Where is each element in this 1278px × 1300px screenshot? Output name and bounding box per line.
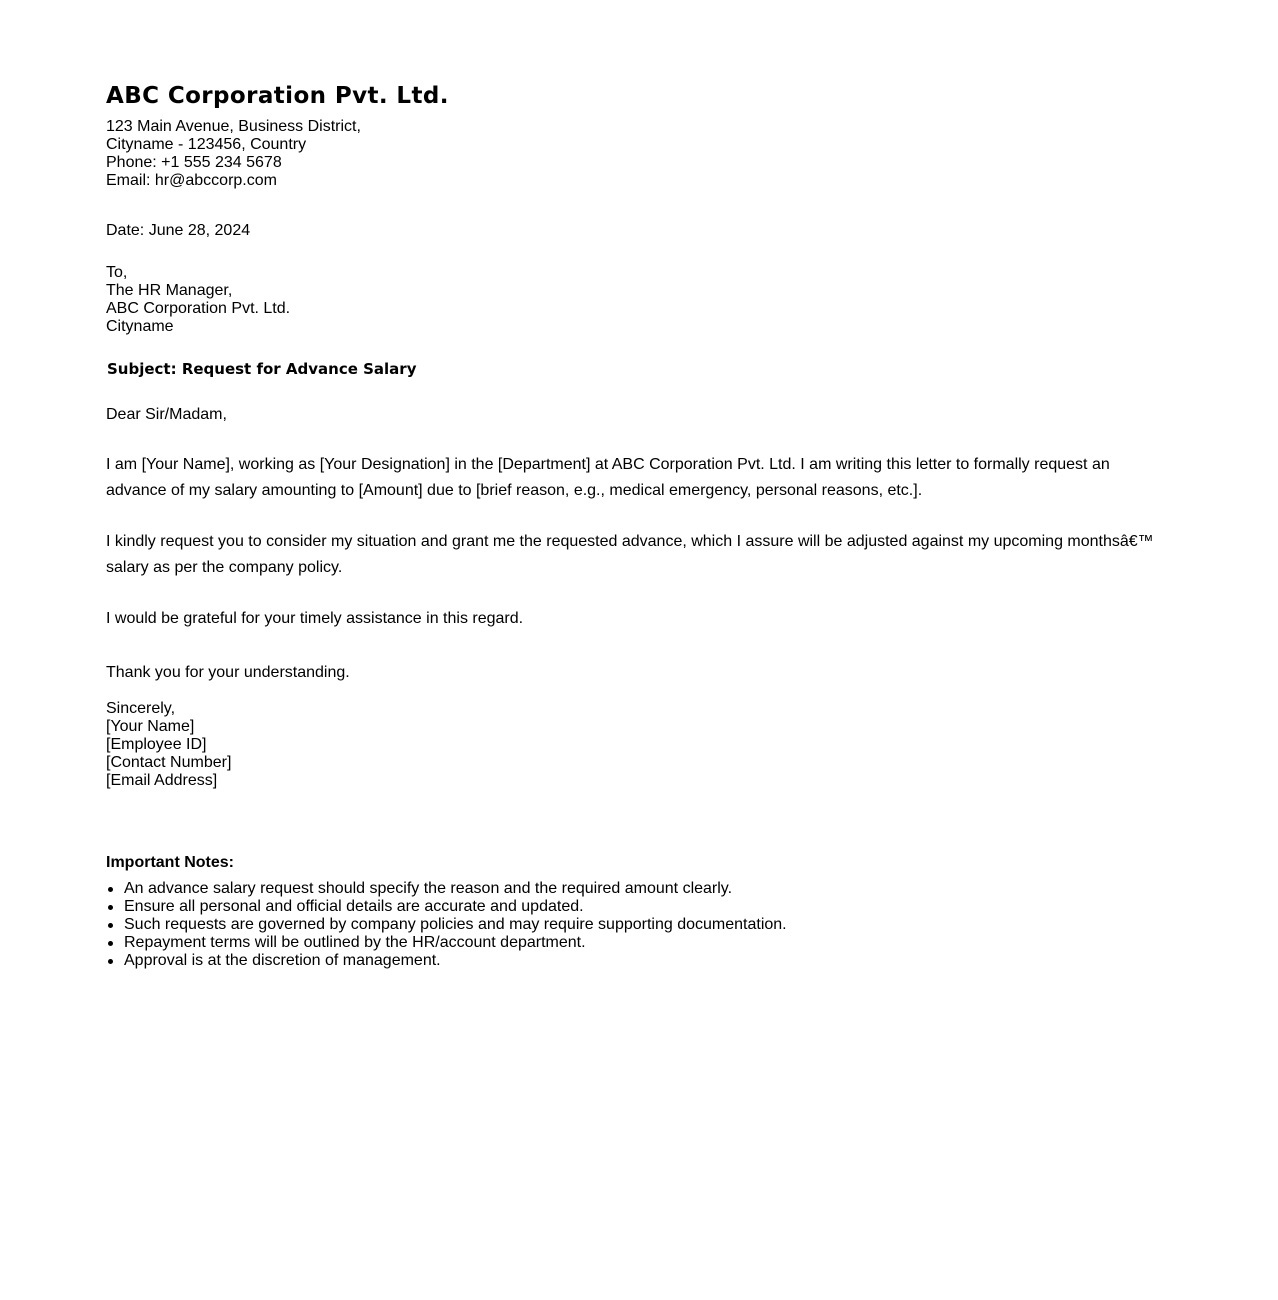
letter-subject: Subject: Request for Advance Salary (107, 360, 417, 378)
recipient-line: To, (106, 264, 128, 281)
address-line-street: 123 Main Avenue, Business District, (106, 118, 361, 135)
bullet-icon (108, 923, 113, 928)
bullet-icon (108, 905, 113, 910)
signature-line: Sincerely, (106, 700, 176, 717)
list-item (124, 952, 787, 970)
notes-list (106, 880, 787, 970)
address-line-phone: Phone: +1 555 234 5678 (106, 154, 282, 171)
list-item (124, 934, 787, 952)
recipient-line: Cityname (106, 318, 174, 335)
bullet-icon (108, 887, 113, 892)
closing-line: Thank you for your understanding. (106, 664, 350, 681)
salutation: Dear Sir/Madam, (106, 406, 227, 423)
letter-date: Date: June 28, 2024 (106, 222, 251, 239)
body-paragraph-1: I am [Your Name], working as [Your Designation] in the [Department] at ABC Corporation Pvt. Ltd. I am writing this letter to formally request an advance of my salary amounting to [Amount] due to [brief reason, e.g., medical emergency, personal reasons, etc.]. (106, 456, 1110, 499)
note-text: Such requests are governed by company policies and may require supporting documentation. (124, 916, 787, 933)
address-line-city: Cityname - 123456, Country (106, 136, 307, 153)
body-paragraph-2: I kindly request you to consider my situation and grant me the requested advance, which I assure will be adjusted against my upcoming monthsâ€™ salary as per the company policy. (106, 533, 1154, 576)
body-paragraph-3: I would be grateful for your timely assistance in this regard. (106, 610, 524, 627)
signature-line: [Contact Number] (106, 754, 232, 771)
list-item (124, 898, 787, 916)
signature-line: [Employee ID] (106, 736, 207, 753)
recipient-line: The HR Manager, (106, 282, 233, 299)
bullet-icon (108, 959, 113, 964)
company-name: ABC Corporation Pvt. Ltd. (106, 83, 449, 109)
note-text: Approval is at the discretion of management. (124, 952, 441, 969)
signature-block (106, 700, 231, 790)
list-item (124, 916, 787, 934)
company-address (106, 118, 361, 190)
notes-title: Important Notes: (106, 854, 234, 871)
signature-line: [Your Name] (106, 718, 195, 735)
recipient-block (106, 264, 290, 336)
note-text: Ensure all personal and official details are accurate and updated. (124, 898, 584, 915)
list-item (124, 880, 787, 898)
address-line-email: Email: hr@abccorp.com (106, 172, 277, 189)
signature-line: [Email Address] (106, 772, 218, 789)
note-text: Repayment terms will be outlined by the HR/account department. (124, 934, 586, 951)
recipient-line: ABC Corporation Pvt. Ltd. (106, 300, 291, 317)
bullet-icon (108, 941, 113, 946)
note-text: An advance salary request should specify the reason and the required amount clearly. (124, 880, 733, 897)
